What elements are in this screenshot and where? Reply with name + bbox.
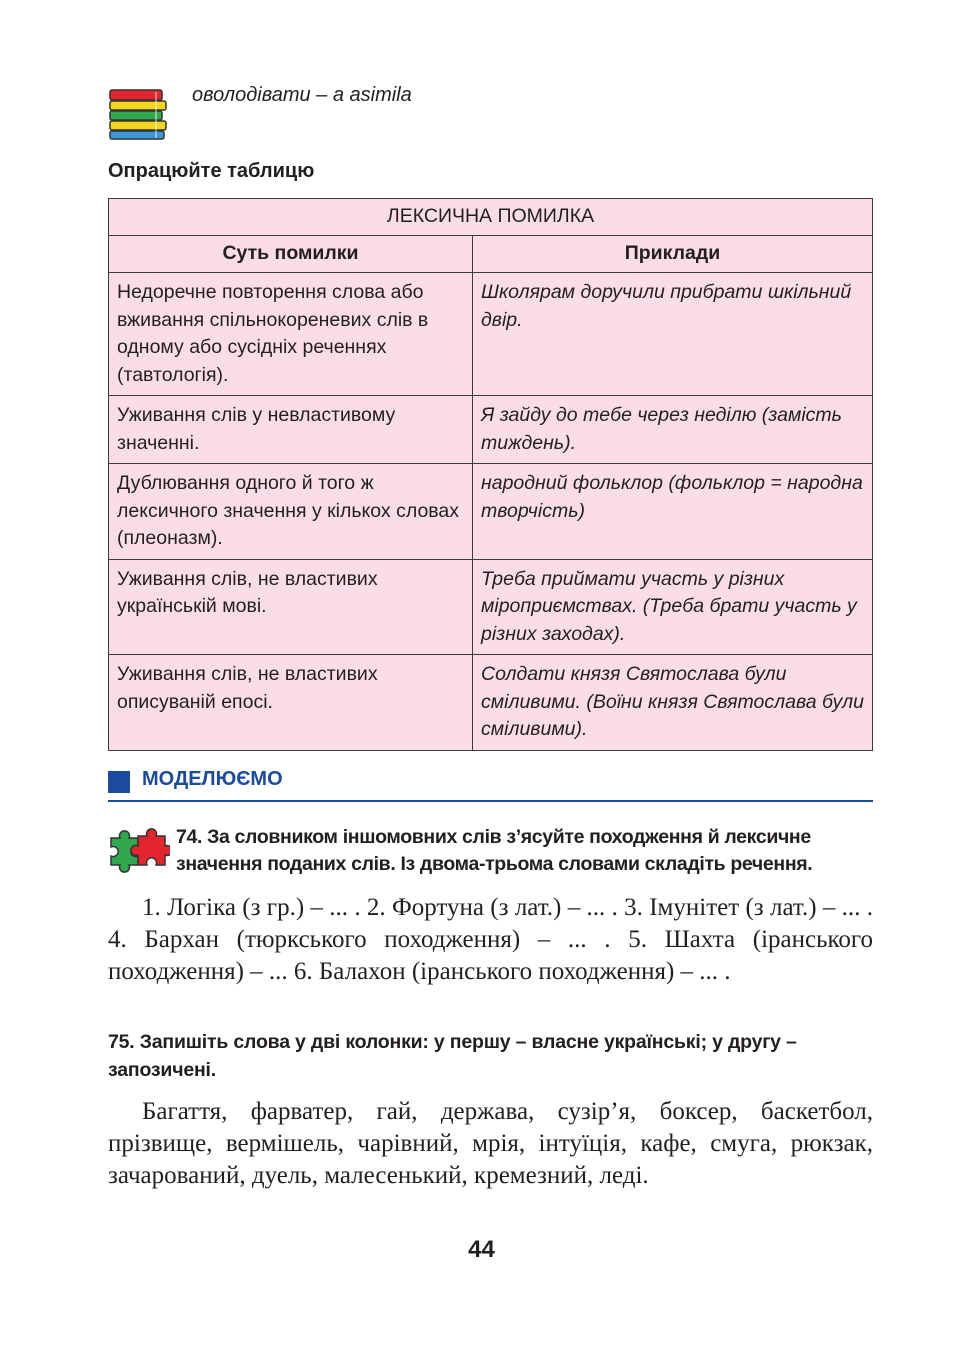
essence-cell: Уживання слів у невластивому значенні. xyxy=(109,396,473,464)
page-number: 44 xyxy=(468,1236,495,1263)
table-row xyxy=(109,655,873,751)
column-header-essence: Суть помилки xyxy=(109,236,473,273)
essence-cell: Недоречне повторення слова або вживання спільнокореневих слів в одному або сусідніх реченнях (тавтологія). xyxy=(109,273,473,396)
example-cell: Я зайду до тебе через неділю (замість тиждень). xyxy=(473,396,873,464)
example-cell: Треба приймати участь у різних міроприємствах. (Треба брати участь у різних заходах). xyxy=(473,559,873,655)
vocabulary-note: оволодівати – a asimila xyxy=(192,84,412,106)
task-74-prompt: 74. За словником іншомовних слів з’ясуйте походження й лексичне значення поданих слів. Із двома-трьома словами складіть речення. xyxy=(176,826,813,875)
task-74-body: 1. Логіка (з гр.) – ... . 2. Фортуна (з лат.) – ... . 3. Імунітет (з лат.) – ... . 4. Бархан (тюркського походження) – ... . 5. Шахта (іранського походження) – ... 6. Балахон (іранського походження) – ... . xyxy=(108,894,873,985)
essence-cell: Уживання слів, не властивих українській мові. xyxy=(109,559,473,655)
books-icon xyxy=(108,88,170,140)
example-cell: Солдати князя Святослава були сміливими. (Воїни князя Святослава були сміливими). xyxy=(473,655,873,751)
section-divider xyxy=(108,800,873,802)
table-instruction: Опрацюйте таблицю xyxy=(108,160,315,182)
puzzle-icon xyxy=(108,826,170,874)
table-row xyxy=(109,464,873,560)
example-cell: Школярам доручили прибрати шкільний двір. xyxy=(473,273,873,396)
essence-cell: Уживання слів, не властивих описуваній епосі. xyxy=(109,655,473,751)
section-title: МОДЕЛЮЄМО xyxy=(142,768,283,790)
table-row xyxy=(109,273,873,396)
table-caption: ЛЕКСИЧНА ПОМИЛКА xyxy=(109,199,873,236)
essence-cell: Дублювання одного й того ж лексичного значення у кількох словах (плеоназм). xyxy=(109,464,473,560)
task-75-prompt: 75. Запишіть слова у дві колонки: у першу – власне українські; у другу – запозичені. xyxy=(108,1031,797,1081)
lexical-error-table xyxy=(108,198,873,751)
task-75-body: Багаття, фарватер, гай, держава, сузір’я, боксер, баскетбол, прізвище, вермішель, чарівний, мрія, інтуїція, кафе, смуга, рюкзак, зачарований, дуель, малесенький, кремезний, леді. xyxy=(108,1098,873,1189)
example-cell: народний фольклор (фольклор = народна творчість) xyxy=(473,464,873,560)
column-header-examples: Приклади xyxy=(473,236,873,273)
square-bullet-icon xyxy=(108,771,130,793)
table-row xyxy=(109,396,873,464)
table-row xyxy=(109,559,873,655)
